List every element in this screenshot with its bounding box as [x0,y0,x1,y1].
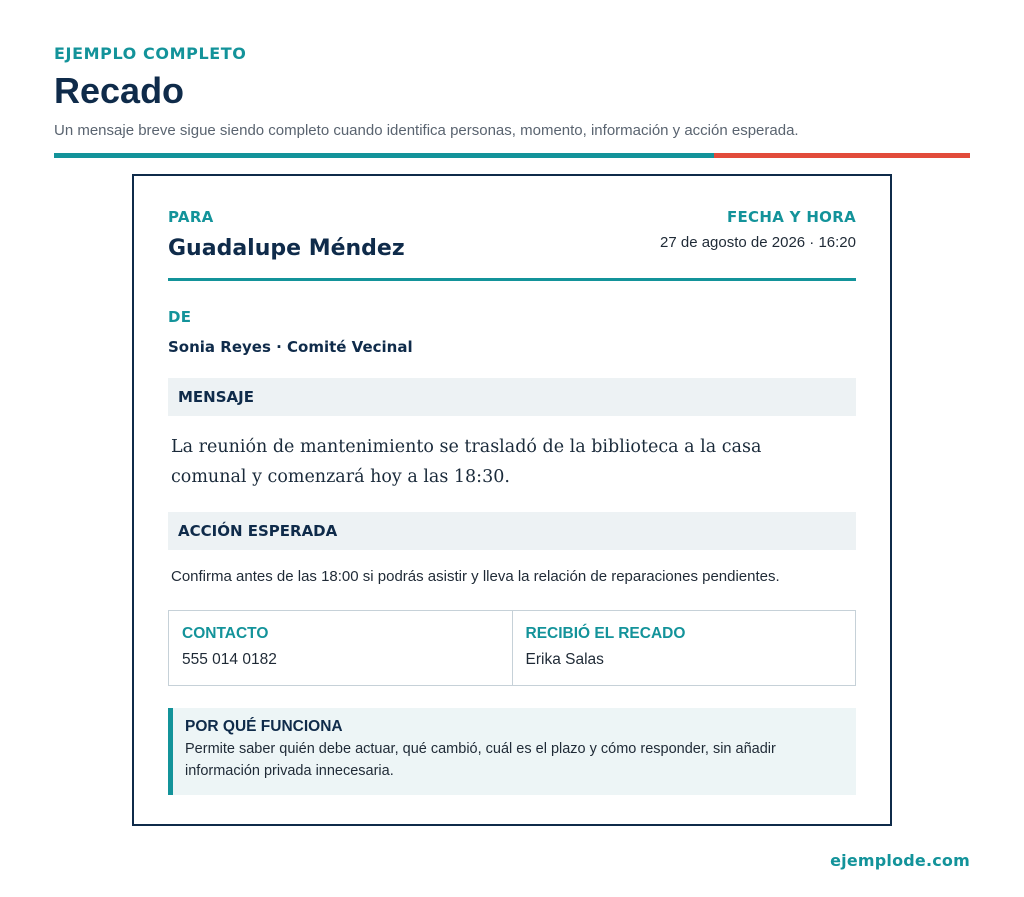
from-label: DE [168,308,192,326]
message-section-header [168,378,856,416]
details-grid [168,610,856,686]
site-brand: ejemplode.com [830,851,970,870]
header-divider [168,278,856,281]
action-section-label: ACCIÓN ESPERADA [178,522,338,540]
contact-cell [169,611,512,685]
recipient-block [168,208,405,261]
message-text: La reunión de mantenimiento se trasladó de la biblioteca a la casa comunal y comenzará hoy a las 18:30. [171,437,762,487]
contact-value: 555 014 0182 [182,651,277,668]
header-rule [54,153,970,158]
sender-name: Sonia Reyes · Comité Vecinal [168,338,413,356]
sender-block [168,308,413,356]
why-title: POR QUÉ FUNCIONA [185,718,343,735]
received-cell [512,611,856,685]
to-label: PARA [168,208,214,226]
page-header [54,44,970,140]
page-subtitle: Un mensaje breve sigue siendo completo cuando identifica personas, momento, información y acción esperada. [54,122,799,139]
recipient-name: Guadalupe Méndez [168,236,405,261]
header-rule-teal [54,153,714,158]
message-card [132,174,892,826]
datetime-block [660,208,856,251]
received-label: RECIBIÓ EL RECADO [525,625,686,642]
action-section-header [168,512,856,550]
received-value: Erika Salas [525,651,604,668]
action-text: Confirma antes de las 18:00 si podrás asistir y lleva la relación de reparaciones pendientes. [171,568,780,585]
datetime-label: FECHA Y HORA [726,208,856,226]
eyebrow-label: EJEMPLO COMPLETO [54,44,247,63]
header-rule-red [714,153,970,158]
contact-label: CONTACTO [182,625,269,642]
message-section-label: MENSAJE [178,388,254,406]
why-it-works-callout [168,708,856,795]
why-text: Permite saber quién debe actuar, qué cambió, cuál es el plazo y cómo responder, sin añadir información privada innecesaria. [185,741,776,779]
page-title: Recado [54,70,185,111]
datetime-value: 27 de agosto de 2026 · 16:20 [660,234,856,251]
